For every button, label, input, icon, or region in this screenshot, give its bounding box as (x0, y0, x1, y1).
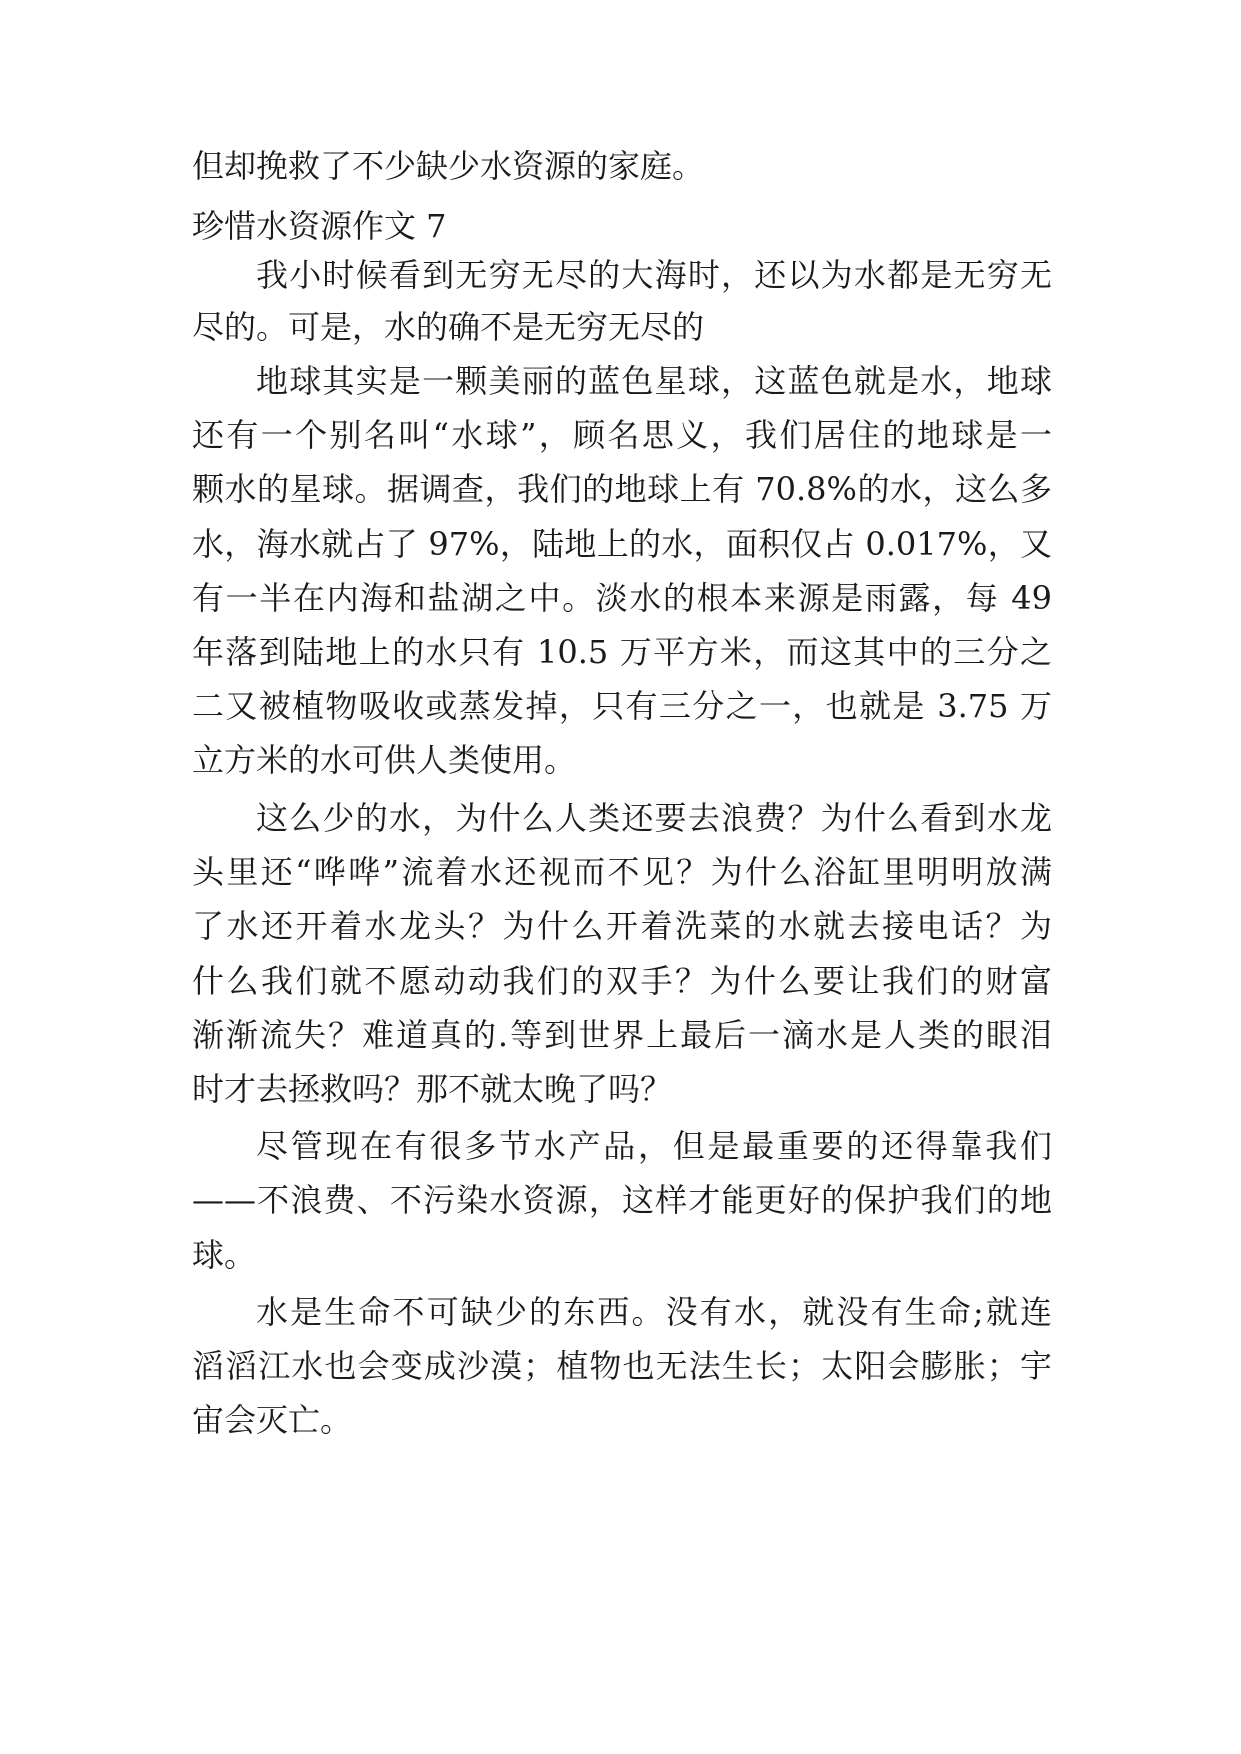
text-line: 这么少的水，为什么人类还要去浪费？为什么看到水龙 (256, 799, 1052, 837)
text-line: 水是生命不可缺少的东西。没有水，就没有生命;就连 (256, 1293, 1052, 1331)
text-line: 颗水的星球。据调查，我们的地球上有 70.8%的水，这么多 (192, 470, 1052, 508)
text-line: 二又被植物吸收或蒸发掉，只有三分之一，也就是 3.75 万 (192, 687, 1052, 725)
text-line: 年落到陆地上的水只有 10.5 万平方米，而这其中的三分之 (192, 633, 1052, 671)
text-line: 但却挽救了不少缺少水资源的家庭。 (192, 147, 705, 185)
text-line: 渐渐流失？难道真的.等到世界上最后一滴水是人类的眼泪 (192, 1016, 1052, 1054)
text-line: 什么我们就不愿动动我们的双手？为什么要让我们的财富 (192, 962, 1052, 1000)
text-line: 头里还“哗哗”流着水还视而不见？为什么浴缸里明明放满 (192, 853, 1052, 891)
text-line: 地球其实是一颗美丽的蓝色星球，这蓝色就是水，地球 (256, 362, 1052, 400)
text-line: 尽的。可是，水的确不是无穷无尽的 (192, 308, 705, 346)
text-line: 球。 (192, 1236, 257, 1274)
text-line: 立方米的水可供人类使用。 (192, 741, 577, 779)
text-line: 宙会灭亡。 (192, 1401, 353, 1439)
text-line: 了水还开着水龙头？为什么开着洗菜的水就去接电话？为 (192, 907, 1052, 945)
text-line: 水，海水就占了 97%，陆地上的水，面积仅占 0.017%，又 (192, 525, 1052, 563)
text-line: 时才去拯救吗？那不就太晚了吗？ (192, 1070, 673, 1108)
text-line: 滔滔江水也会变成沙漠；植物也无法生长；太阳会膨胀；宇 (192, 1347, 1052, 1385)
text-line: 我小时候看到无穷无尽的大海时，还以为水都是无穷无 (256, 256, 1052, 294)
text-line: 有一半在内海和盐湖之中。淡水的根本来源是雨露，每 49 (192, 579, 1052, 617)
section-heading: 珍惜水资源作文 7 (192, 207, 447, 245)
text-line: ——不浪费、不污染水资源，这样才能更好的保护我们的地 (192, 1181, 1052, 1219)
text-line: 还有一个别名叫“水球”，顾名思义，我们居住的地球是一 (192, 416, 1052, 454)
text-line: 尽管现在有很多节水产品，但是最重要的还得靠我们 (256, 1127, 1052, 1165)
